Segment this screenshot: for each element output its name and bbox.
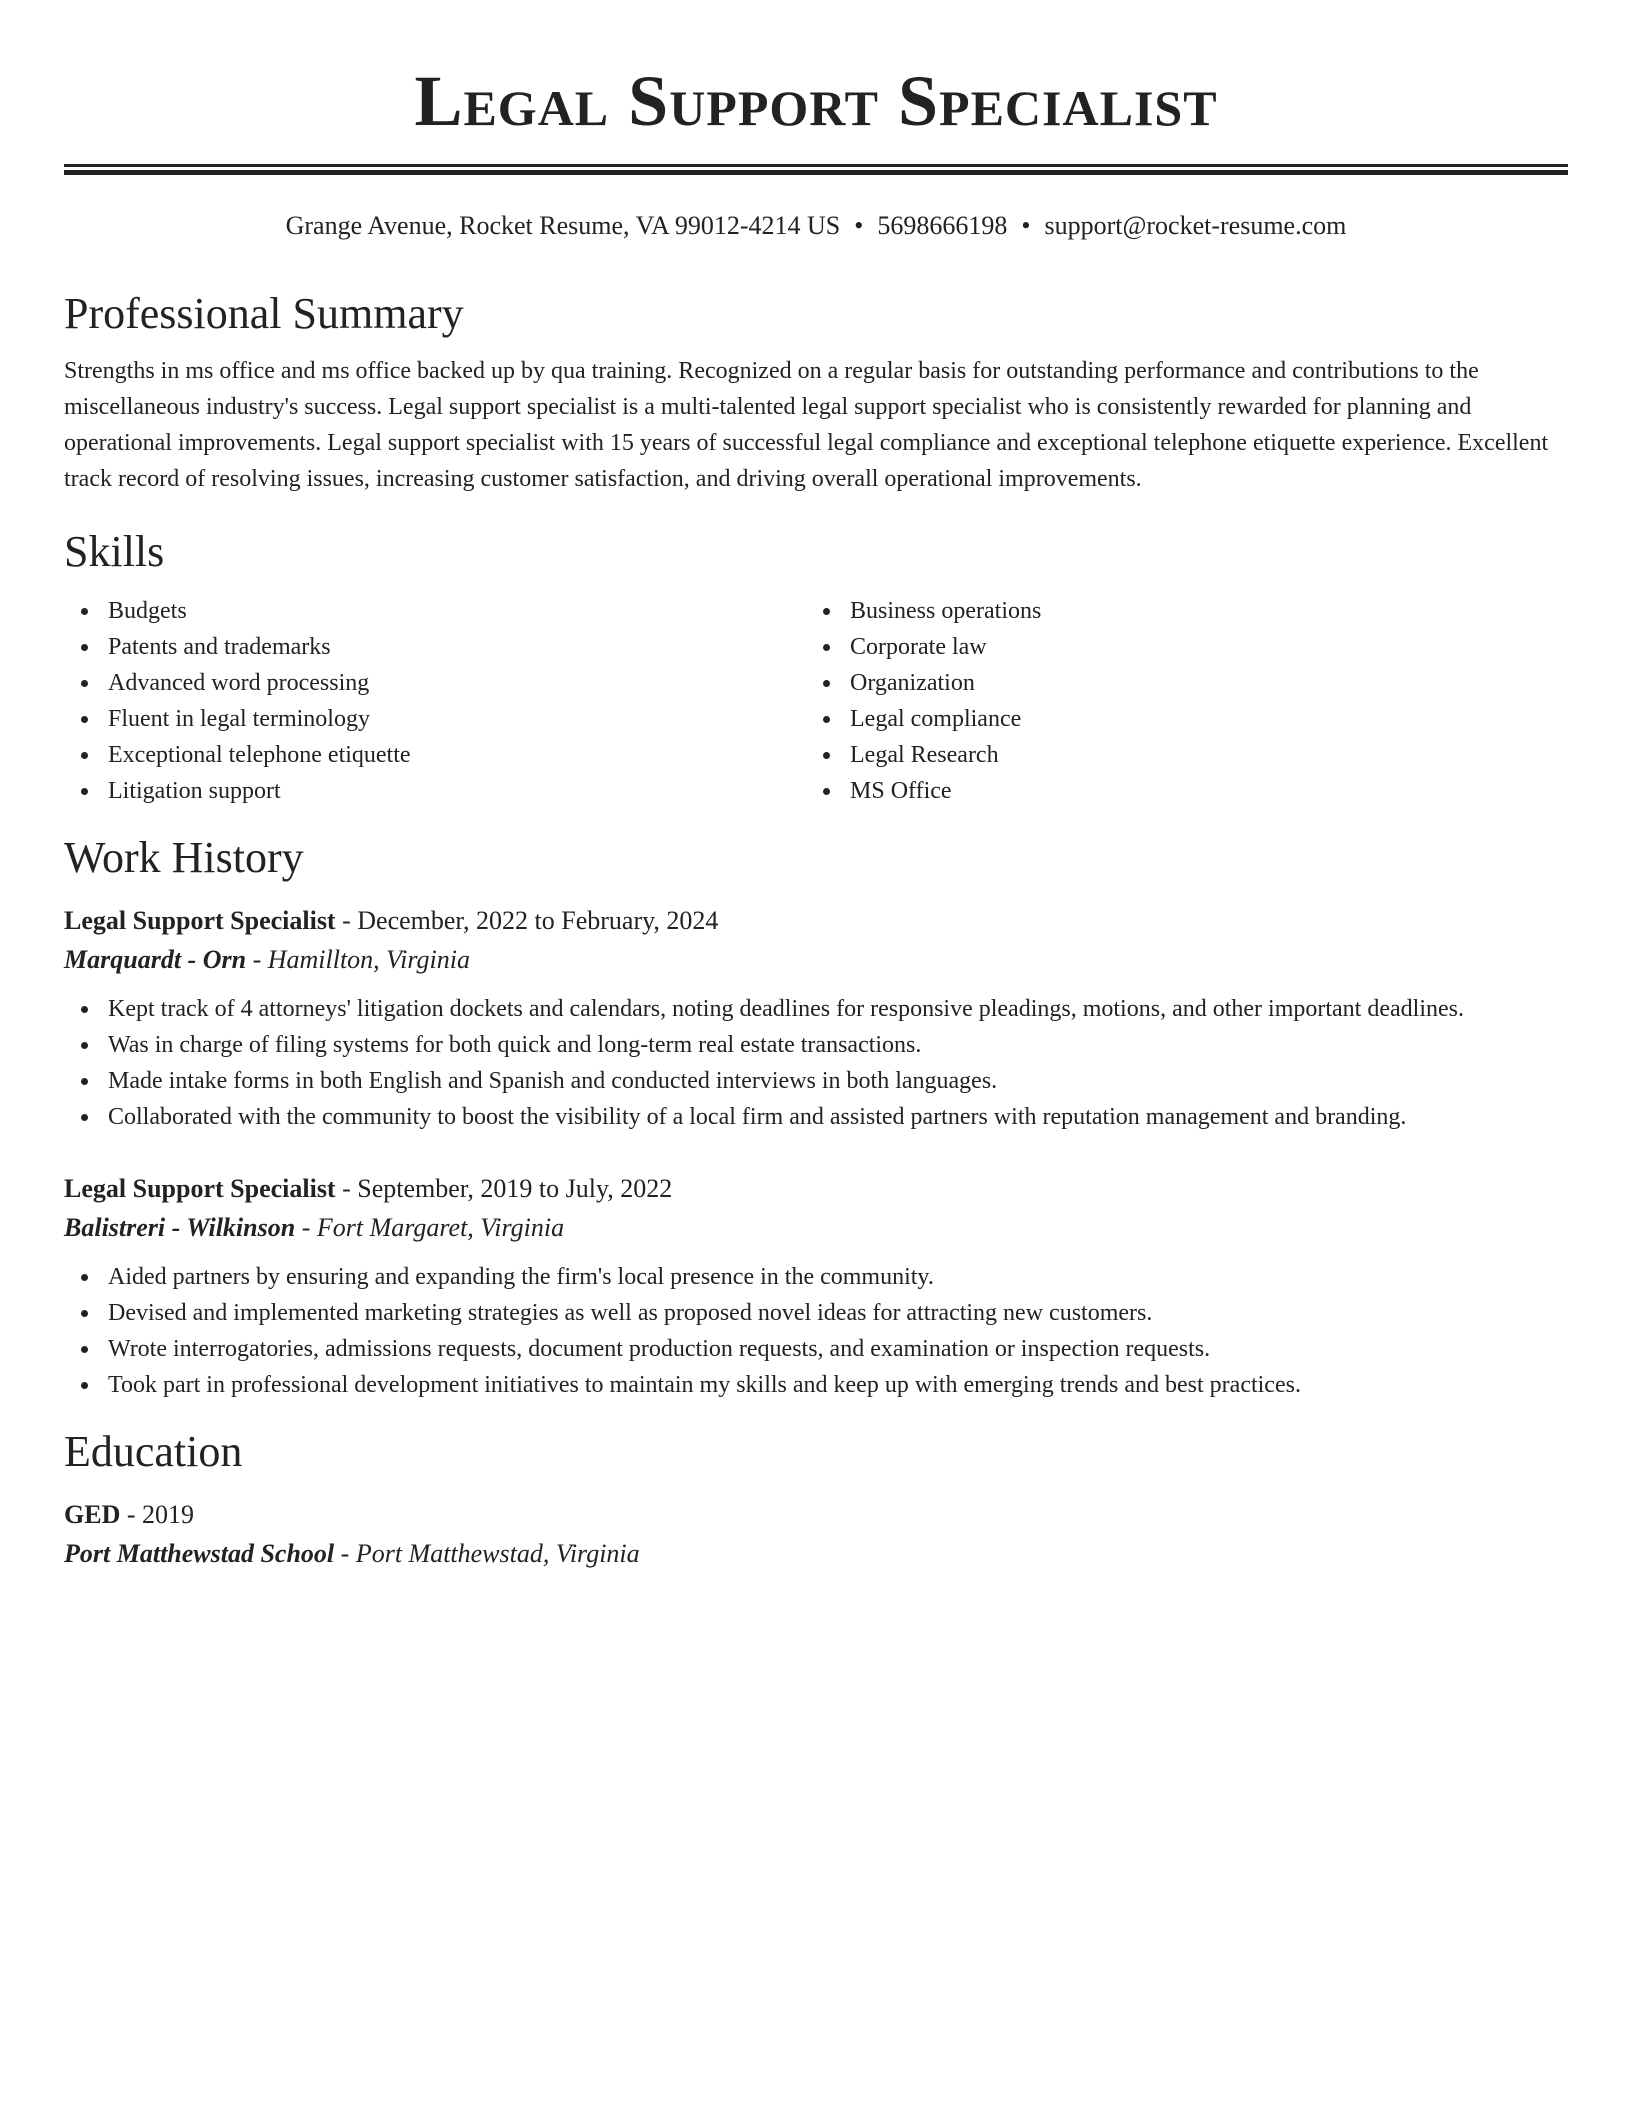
job-entry bbox=[64, 901, 1568, 1135]
skill-item: Budgets bbox=[64, 593, 806, 629]
job-title-line bbox=[64, 1169, 1568, 1209]
skills-heading: Skills bbox=[64, 527, 165, 576]
school-line bbox=[64, 1535, 1568, 1573]
job-bullet: Made intake forms in both English and Spanish and conducted interviews in both languages. bbox=[64, 1063, 1568, 1099]
education-heading: Education bbox=[64, 1427, 243, 1476]
job-bullet: Took part in professional development initiatives to maintain my skills and keep up with emerging trends and best practices. bbox=[64, 1367, 1568, 1403]
skill-item: MS Office bbox=[806, 773, 1548, 809]
skill-item: Corporate law bbox=[806, 629, 1548, 665]
education-section bbox=[64, 1425, 1568, 1573]
contact-email: support@rocket-resume.com bbox=[1044, 211, 1347, 240]
job-title: Legal Support Specialist bbox=[64, 906, 336, 935]
school-name: Port Matthewstad School bbox=[64, 1539, 335, 1568]
job-bullet: Aided partners by ensuring and expanding the firm's local presence in the community. bbox=[64, 1259, 1568, 1295]
job-bullet: Collaborated with the community to boost the visibility of a local firm and assisted partners with reputation management and branding. bbox=[64, 1099, 1568, 1135]
company-name: Balistreri - Wilkinson bbox=[64, 1213, 296, 1242]
skill-item: Litigation support bbox=[64, 773, 806, 809]
skill-item: Organization bbox=[806, 665, 1548, 701]
job-bullets bbox=[64, 991, 1568, 1135]
job-bullet: Devised and implemented marketing strategies as well as proposed novel ideas for attracting new customers. bbox=[64, 1295, 1568, 1331]
skill-item: Business operations bbox=[806, 593, 1548, 629]
company-name: Marquardt - Orn bbox=[64, 945, 247, 974]
job-title-line bbox=[64, 901, 1568, 941]
summary-section bbox=[64, 287, 1568, 497]
job-bullets bbox=[64, 1259, 1568, 1403]
degree-name: GED bbox=[64, 1500, 121, 1529]
education-entry bbox=[64, 1495, 1568, 1573]
degree-line bbox=[64, 1495, 1568, 1535]
summary-heading: Professional Summary bbox=[64, 289, 464, 338]
contact-address: Grange Avenue, Rocket Resume, VA 99012-4214 US bbox=[285, 211, 841, 240]
header-divider bbox=[64, 164, 1568, 175]
job-dates: - September, 2019 to July, 2022 bbox=[335, 1174, 673, 1203]
skills-section bbox=[64, 525, 1568, 809]
skill-item: Patents and trademarks bbox=[64, 629, 806, 665]
skill-item: Legal compliance bbox=[806, 701, 1548, 737]
job-entry bbox=[64, 1169, 1568, 1403]
job-title: Legal Support Specialist bbox=[64, 1174, 336, 1203]
job-bullet: Kept track of 4 attorneys' litigation dockets and calendars, noting deadlines for responsive pleadings, motions, and other important deadlines. bbox=[64, 991, 1568, 1027]
job-bullet: Wrote interrogatories, admissions requests, document production requests, and examination or inspection requests. bbox=[64, 1331, 1568, 1367]
skill-item: Legal Research bbox=[806, 737, 1548, 773]
contact-phone: 5698666198 bbox=[877, 211, 1008, 240]
work-history-section bbox=[64, 831, 1568, 1403]
skill-item: Advanced word processing bbox=[64, 665, 806, 701]
skills-list-left bbox=[64, 593, 806, 809]
skill-item: Fluent in legal terminology bbox=[64, 701, 806, 737]
separator-dot: • bbox=[854, 211, 864, 240]
company-location: - Fort Margaret, Virginia bbox=[295, 1213, 565, 1242]
skills-columns bbox=[64, 593, 1568, 809]
job-bullet: Was in charge of filing systems for both quick and long-term real estate transactions. bbox=[64, 1027, 1568, 1063]
separator-dot: • bbox=[1021, 211, 1031, 240]
job-dates: - December, 2022 to February, 2024 bbox=[335, 906, 719, 935]
school-location: - Port Matthewstad, Virginia bbox=[334, 1539, 640, 1568]
resume-name: Legal Support Specialist bbox=[414, 61, 1218, 141]
work-history-heading: Work History bbox=[64, 833, 304, 882]
company-line bbox=[64, 941, 1568, 979]
contact-line bbox=[64, 209, 1568, 243]
summary-text: Strengths in ms office and ms office backed up by qua training. Recognized on a regular basis for outstanding performance and contributions to the miscellaneous industry's success. Legal support specialist is a multi-talented legal support specialist who is consistently rewarded for planning and operational improvements. Legal support specialist with 15 years of successful legal compliance and exceptional telephone etiquette experience. Excellent track record of resolving issues, increasing customer satisfaction, and driving overall operational improvements. bbox=[64, 358, 1549, 492]
skill-item: Exceptional telephone etiquette bbox=[64, 737, 806, 773]
company-location: - Hamillton, Virginia bbox=[246, 945, 470, 974]
company-line bbox=[64, 1209, 1568, 1247]
degree-year: - 2019 bbox=[120, 1500, 195, 1529]
skills-list-right bbox=[806, 593, 1548, 809]
